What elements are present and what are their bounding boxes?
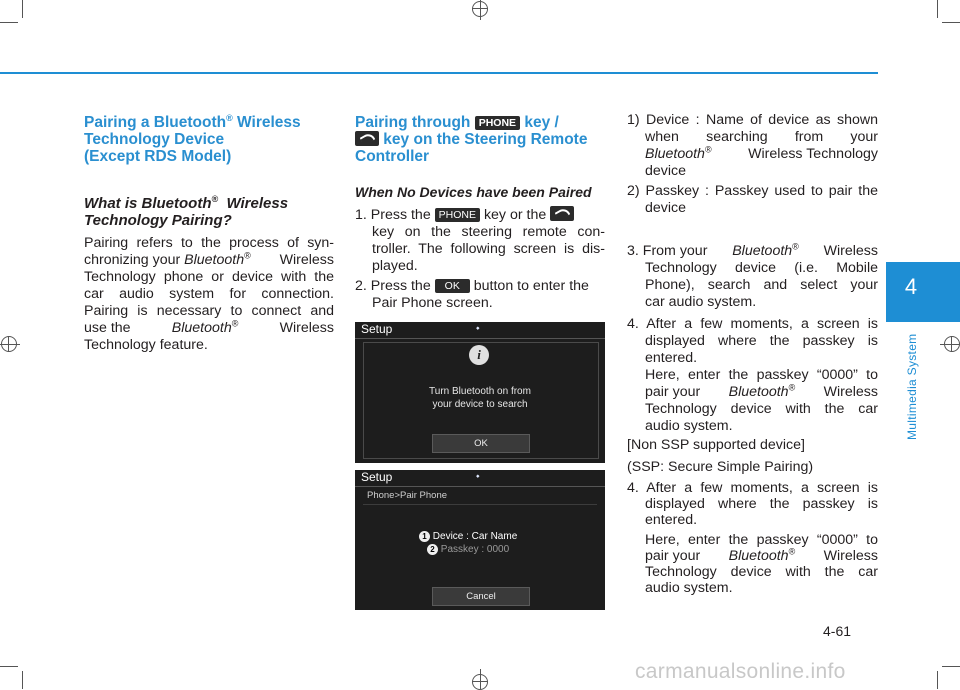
registration-mark [472,8,488,9]
passkey-row [427,544,509,555]
ssp-note: (SSP: Secure Simple Pairing) [627,459,814,475]
registration-mark [944,336,960,352]
crop-mark [0,22,18,23]
registration-mark [472,674,488,690]
chapter-tab-label: Multimedia System [905,333,919,440]
callout-badge-1: 1 [419,531,430,542]
header-rule [0,72,878,74]
crop-mark [22,671,23,689]
steps-1-2: 1. Press the PHONE key or the key on the steering remote con- troller. The following screen is dis- played. 2. Press the OK button to enter the Pair Phone screen. [355,207,605,311]
ok-button[interactable]: OK [432,434,530,453]
call-key-icon [550,206,574,221]
device-name-label: Device : Car Name [432,531,518,542]
crop-mark [22,0,23,18]
section-heading-pairing-through-key: Pairing through PHONE key / key on the Steering Remote Controller [355,114,588,165]
screen-divider [355,338,605,339]
registration-mark [472,1,488,17]
subheading-no-devices: When No Devices have been Paired [355,184,592,200]
step-3: 3. From your Bluetooth® Wireless Technology device (i.e. Mobile Phone), search and select your car audio system. [627,241,878,310]
crop-mark [942,22,960,23]
phone-key-icon: PHONE [475,116,520,130]
subheading-what-is-bluetooth: What is Bluetooth® Wireless Technology Pairing? [84,194,289,229]
callout-badge-2: 2 [427,544,438,555]
phone-key-icon: PHONE [435,208,480,222]
device-passkey-notes: 1) Device : Name of device as shown when searching from your Bluetooth® Wireless Technology device 2) Passkey : Passkey used to pair the device [627,112,878,216]
passkey-label: Passkey : 0000 [440,544,510,555]
dialog-message-line2: your device to search [432,399,528,410]
screen-turn-bluetooth-on [355,322,605,463]
screen-title: Setup [361,322,393,336]
bluetooth-icon: ⬩ [476,323,480,334]
cancel-button[interactable]: Cancel [432,587,530,606]
breadcrumb: Phone>Pair Phone [367,490,448,501]
call-key-icon [355,131,379,146]
info-icon: i [469,345,489,365]
registration-mark [8,336,9,352]
chapter-tab-number: 4 [904,274,918,299]
crop-mark [0,666,18,667]
registration-mark [472,681,488,682]
registration-mark [951,336,952,352]
non-ssp-heading: [Non SSP supported device] [627,437,805,453]
ok-key-icon: OK [435,279,470,293]
registration-mark [1,336,17,352]
page-number: 4-61 [823,623,852,639]
crop-mark [937,671,938,689]
section-heading-pairing: Pairing a Bluetooth® Wireless Technology Device (Except RDS Model) [84,112,301,165]
pairing-description: Pairing refers to the process of syn- chronizing your Bluetooth® Wireless Technology phone or device with the car audio system for connection. Pairing is necessary to connect and use the Bluetooth® Wireless Technology feature. [84,235,334,353]
breadcrumb-rule [363,504,597,505]
dialog-message-line1: Turn Bluetooth on from [429,386,531,397]
step-4-non-ssp: 4. After a few moments, a screen is displayed where the passkey is entered. Here, enter the passkey “0000” to pair your Bluetooth® Wireless Technology device with the car audio system. [627,480,878,596]
screen-divider [355,486,605,487]
watermark: carmanualsonline.info [635,660,846,683]
crop-mark [942,666,960,667]
bluetooth-icon: ⬩ [476,471,480,482]
crop-mark [937,0,938,18]
screen-pair-phone [355,470,605,610]
device-row [419,531,517,542]
screen-title: Setup [361,470,393,484]
step-4-ssp: 4. After a few moments, a screen is displayed where the passkey is entered. Here, enter the passkey “0000” to pair your Bluetooth® Wireless Technology device with the car audio system. [627,316,878,434]
